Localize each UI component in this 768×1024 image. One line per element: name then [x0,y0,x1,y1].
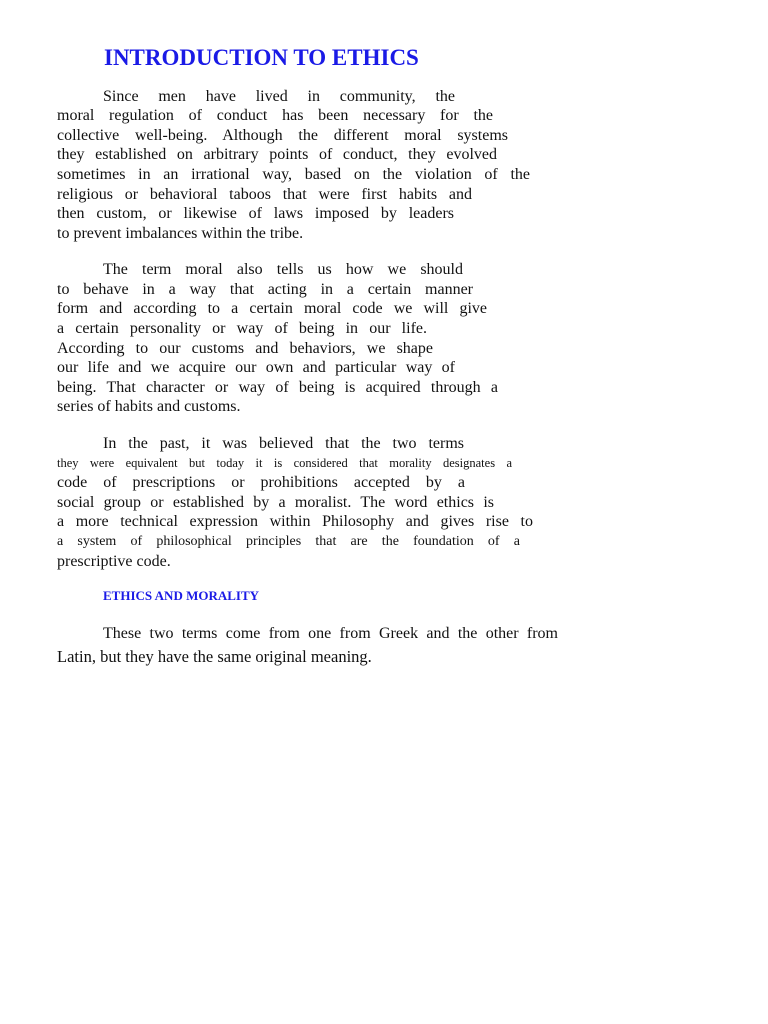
paragraph-line: our life and we acquire our own and particular way of [57,359,455,376]
paragraph-line: moral regulation of conduct has been necessary for the [57,107,493,124]
paragraph-line: social group or established by a moralist. The word ethics is [57,494,494,511]
paragraph-line: a more technical expression within Philosophy and gives rise to [57,513,533,530]
paragraph-line: series of habits and customs. [57,398,241,415]
paragraph-line: to prevent imbalances within the tribe. [57,225,304,242]
paragraph-line: Since men have lived in community, the [103,88,455,105]
paragraph-line: Latin, but they have the same original meaning. [57,647,372,666]
section-heading: ETHICS AND MORALITY [103,588,260,603]
paragraph-line: sometimes in an irrational way, based on the violation of the [57,166,530,183]
paragraph-line: In the past, it was believed that the two terms [103,435,464,452]
paragraph-line: a system of philosophical principles that are the foundation of a [57,534,520,549]
paragraph-line: they established on arbitrary points of conduct, they evolved [57,146,497,163]
page-title: INTRODUCTION TO ETHICS [104,45,419,70]
paragraph-line: code of prescriptions or prohibitions accepted by a [57,474,465,491]
paragraph-line: form and according to a certain moral code we will give [57,300,487,317]
paragraph-line: they were equivalent but today it is considered that morality designates a [57,456,512,470]
paragraph-line: religious or behavioral taboos that were first habits and [57,186,472,203]
paragraph-line: prescriptive code. [57,553,171,570]
paragraph-line: According to our customs and behaviors, we shape [57,340,433,357]
paragraph-line: These two terms come from one from Greek and the other from [103,625,558,642]
paragraph-line: The term moral also tells us how we should [103,261,463,278]
paragraph-line: to behave in a way that acting in a certain manner [57,281,473,298]
paragraph-line: collective well-being. Although the different moral systems [57,127,508,144]
paragraph-line: then custom, or likewise of laws imposed by leaders [57,205,454,222]
paragraph-line: a certain personality or way of being in our life. [57,320,427,337]
paragraph-line: being. That character or way of being is acquired through a [57,379,498,396]
